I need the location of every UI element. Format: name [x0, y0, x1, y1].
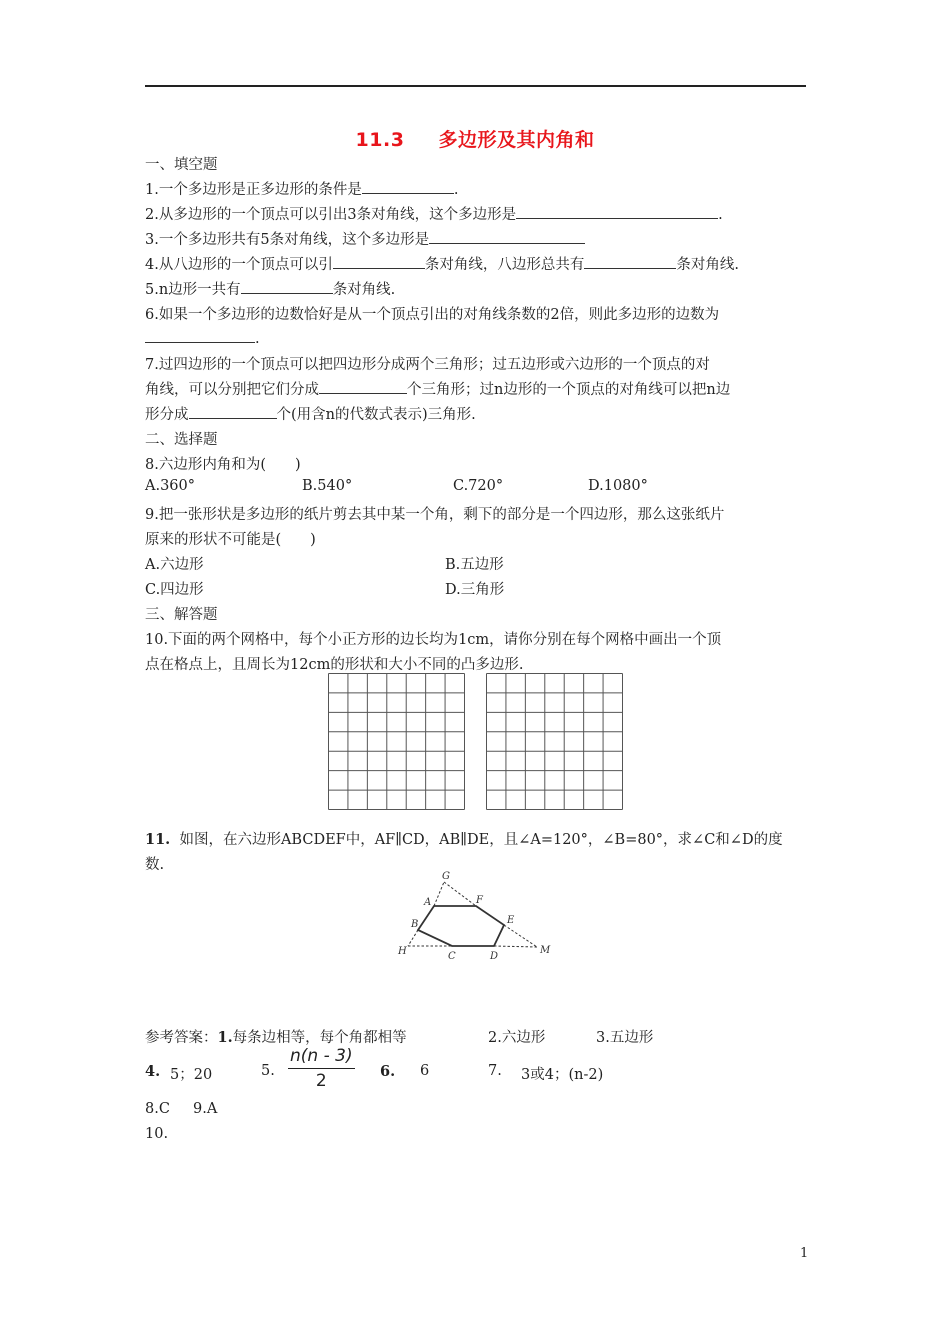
question-2 — [145, 203, 723, 224]
label-B: B — [411, 919, 419, 930]
q7-text-b: 个三角形；过 — [407, 382, 494, 398]
answer-8: 8.C — [145, 1101, 170, 1117]
q1-text: 1.一个多边形是正多边形的条件是 — [145, 182, 362, 198]
q9-option-a[interactable]: A.六边形 — [145, 557, 204, 573]
section-choice-heading: 二、选择题 — [145, 432, 218, 448]
q2-text: 2.从多边形的一个顶点可以引出 — [145, 207, 348, 223]
section-fill-heading: 一、填空题 — [145, 157, 218, 173]
q10-text-b: cm，请你分别在每个网格中画出一个顶 — [467, 632, 722, 648]
label-A: A — [424, 897, 432, 908]
answer-3: 3.五边形 — [596, 1030, 654, 1046]
answer-5-num: 5. — [261, 1063, 275, 1079]
answers-line-1 — [145, 1026, 407, 1047]
q3-mid: 条对角线，这个多边形是 — [269, 232, 430, 248]
q7-text-d: 边 — [715, 382, 731, 398]
q6-text-b: 倍，则此多边形的边数为 — [559, 307, 720, 323]
answers-label: 参考答案： — [145, 1030, 218, 1046]
q4-blank-1[interactable] — [333, 254, 425, 269]
q2-mid: 条对角线，这个多边形是 — [356, 207, 517, 223]
q7-n3: n — [325, 407, 336, 423]
label-E: E — [507, 915, 515, 926]
q11-num: 11. — [145, 831, 171, 848]
hexagon-figure — [392, 868, 557, 963]
label-C: C — [448, 951, 456, 962]
q8-option-c[interactable]: C.720° — [453, 478, 504, 494]
q7-text-c: 边形的一个顶点的对角线可以把 — [503, 382, 707, 398]
label-D: D — [490, 951, 499, 962]
question-8-stem: 8.六边形内角和为( ) — [145, 457, 301, 473]
grid-right[interactable] — [486, 673, 623, 810]
answer-1: 每条边相等，每个角都相等 — [232, 1030, 407, 1046]
answer-6: 6 — [420, 1063, 430, 1079]
question-10-line-2 — [145, 653, 523, 674]
q9-option-d[interactable]: D.三角形 — [445, 582, 505, 598]
section-answer-heading: 三、解答题 — [145, 607, 218, 623]
label-M: M — [540, 945, 551, 956]
q2-num: 3 — [347, 207, 357, 223]
q6-blank[interactable] — [145, 328, 255, 343]
q6-text: 6.如果一个多边形的边数恰好是从一个顶点引出的对角线条数的 — [145, 307, 551, 323]
fraction-denominator: 2 — [315, 1071, 327, 1092]
dashed-line-EM — [504, 925, 537, 947]
fraction-bar — [288, 1068, 355, 1069]
dashed-line-GF — [444, 882, 476, 906]
q7-text-a: 角线，可以分别把它们分成 — [145, 382, 319, 398]
answer-1-num: 1. — [217, 1029, 233, 1046]
q2-blank[interactable] — [516, 204, 718, 219]
answer-7-num: 7. — [488, 1063, 502, 1079]
answer-5-fraction — [288, 1046, 355, 1091]
q1-blank[interactable] — [362, 179, 454, 194]
q4-text: 4.从八边形的一个顶点可以引 — [145, 257, 333, 273]
question-6-line-1 — [145, 303, 719, 324]
q9-option-b[interactable]: B.五边形 — [445, 557, 504, 573]
question-11-line-2: 数. — [145, 857, 165, 873]
q7-blank-1[interactable] — [319, 379, 407, 394]
q4-blank-2[interactable] — [584, 254, 676, 269]
q7-n2: n — [706, 382, 716, 398]
q4-mid: 条对角线，八边形总共有 — [424, 257, 585, 273]
answer-9: 9.A — [193, 1101, 218, 1117]
q8-option-d[interactable]: D.1080° — [588, 478, 648, 494]
q8-option-b[interactable]: B.540° — [302, 478, 353, 494]
question-7-line-2 — [145, 378, 730, 399]
q2-post: . — [718, 207, 723, 223]
q10-text-a: 10.下面的两个网格中，每个小正方形的边长均为 — [145, 632, 459, 648]
q7-text-f: 个(用含 — [276, 407, 326, 423]
question-9-line-1: 9.把一张形状是多边形的纸片剪去其中某一个角，剩下的部分是一个四边形，那么这张纸片 — [145, 507, 725, 523]
q5-mid: 边形一共有 — [168, 282, 241, 298]
q7-text-g: 的代数式表示)三角形. — [335, 407, 476, 423]
q8-option-a[interactable]: A.360° — [145, 478, 196, 494]
q10-cm: cm — [308, 657, 331, 673]
dashed-line-BH — [408, 930, 418, 946]
answer-10: 10. — [145, 1126, 169, 1142]
q10-text-c: 点在格点上，且周长为 — [145, 657, 290, 673]
q6-num: 2 — [550, 307, 560, 323]
question-7-line-1: 7.过四边形的一个顶点可以把四边形分成两个三角形；过五边形或六边形的一个顶点的对 — [145, 357, 710, 373]
fraction-numerator: n(n - 3) — [290, 1046, 353, 1066]
dashed-line-AG — [434, 882, 444, 906]
header-rule — [145, 85, 806, 87]
dashed-line-DM — [494, 946, 537, 947]
q7-blank-2[interactable] — [189, 404, 277, 419]
q5-text: 5. — [145, 282, 159, 298]
answer-7: 3或4；(n-2) — [521, 1067, 604, 1083]
question-7-line-3 — [145, 403, 476, 424]
q3-text: 3.一个多边形共有 — [145, 232, 261, 248]
q5-post: 条对角线. — [332, 282, 396, 298]
label-H: H — [398, 946, 407, 957]
question-4 — [145, 253, 739, 274]
question-1 — [145, 178, 458, 199]
answer-4-num: 4. — [145, 1063, 161, 1080]
q9-option-c[interactable]: C.四边形 — [145, 582, 204, 598]
answer-4: 5；20 — [170, 1067, 213, 1083]
question-3 — [145, 228, 585, 249]
q3-blank[interactable] — [429, 229, 585, 244]
question-10-line-1 — [145, 628, 721, 649]
title-text: 多边形及其内角和 — [438, 129, 595, 151]
label-F: F — [476, 895, 483, 906]
question-5 — [145, 278, 395, 299]
q10-text-d: 的形状和大小不同的凸多边形. — [330, 657, 524, 673]
answer-6-num: 6. — [380, 1063, 396, 1080]
q10-one: 1 — [458, 632, 468, 648]
q6-post: . — [255, 331, 260, 347]
page-number: 1 — [800, 1246, 809, 1261]
q1-post: . — [453, 182, 459, 198]
q10-twelve: 12 — [290, 657, 309, 673]
page-title — [0, 125, 950, 152]
q7-n1: n — [494, 382, 504, 398]
q7-text-e: 形分成 — [145, 407, 189, 423]
question-9-line-2: 原来的形状不可能是( ) — [145, 532, 316, 548]
q5-blank[interactable] — [241, 279, 333, 294]
label-G: G — [442, 871, 450, 882]
q5-n: n — [158, 282, 169, 298]
grid-left[interactable] — [328, 673, 465, 810]
q11-text: 如图，在六边形ABCDEF中，AF∥CD，AB∥DE，且∠A=120°，∠B=80°，求∠C和∠D的度 — [179, 832, 783, 848]
question-11-line-1 — [145, 828, 783, 849]
answer-2: 2.六边形 — [488, 1030, 546, 1046]
q3-num: 5 — [260, 232, 270, 248]
question-6-line-2 — [145, 328, 260, 347]
title-number: 11.3 — [355, 129, 405, 151]
hexagon-ABCDEF — [418, 906, 504, 946]
q4-post: 条对角线. — [676, 257, 739, 273]
